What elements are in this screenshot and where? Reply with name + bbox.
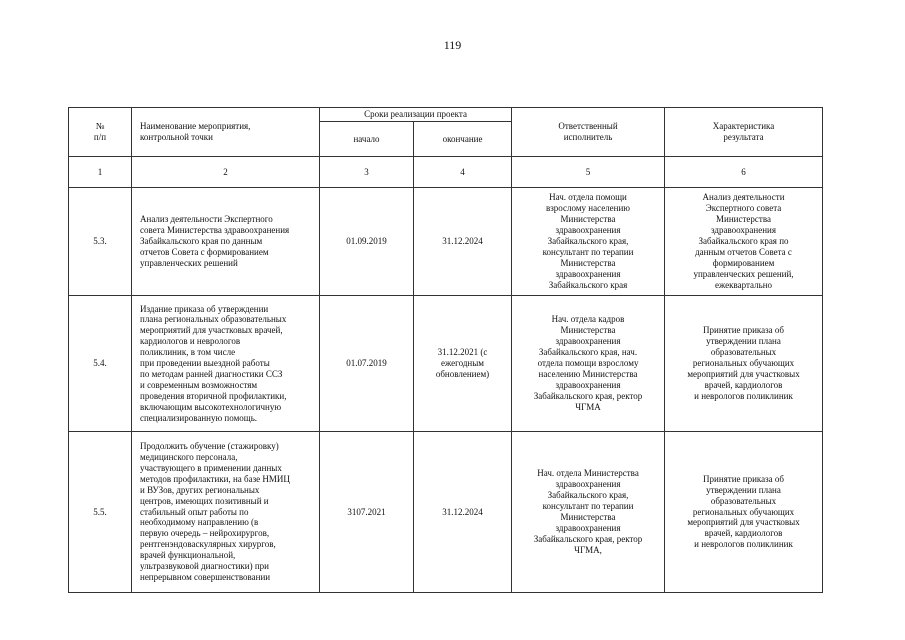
table-row: [69, 188, 823, 296]
column-number: 6: [665, 157, 823, 188]
plan-table: [68, 107, 823, 593]
row-number: 5.4.: [69, 296, 132, 432]
row-responsible: Нач. отдела Министерства здравоохранения Забайкальского края, консультант по терапии Министерства здравоохранения Забайкальского края, ректор ЧГМА,: [512, 432, 665, 593]
column-number: 2: [132, 157, 320, 188]
column-number: 3: [320, 157, 414, 188]
header-name: Наименование мероприятия, контрольной точки: [132, 108, 320, 157]
row-result: Принятие приказа об утверждении плана образовательных региональных обучающих мероприятий для участковых врачей, кардиологов и неврологов поликлиник: [665, 432, 823, 593]
header-end: окончание: [414, 122, 512, 157]
row-end: 31.12.2024: [414, 432, 512, 593]
column-numbers-row: [69, 157, 823, 188]
row-end: 31.12.2021 (с ежегодным обновлением): [414, 296, 512, 432]
header-dates: Сроки реализации проекта: [320, 108, 512, 122]
row-name: Анализ деятельности Экспертного совета Министерства здравоохранения Забайкальского края по данным отчетов Совета с формированием управленческих решений: [132, 188, 320, 296]
row-start: 3107.2021: [320, 432, 414, 593]
header-start: начало: [320, 122, 414, 157]
row-name: Продолжить обучение (стажировку) медицинского персонала, участвующего в применении данных методов профилактики, на базе НМИЦ и ВУЗов, других региональных центров, имеющих позитивный и стабильный опыт работы по необходимому направлению (в первую очередь – нейрохирургов, рентгенэндоваскулярных хирургов, врачей функциональной, ультразвуковой диагностики) при непрерывном совершенствовании: [132, 432, 320, 593]
row-responsible: Нач. отдела кадров Министерства здравоохранения Забайкальского края, нач. отдела помощи взрослому населению Министерства здравоохранения Забайкальского края, ректор ЧГМА: [512, 296, 665, 432]
column-number: 4: [414, 157, 512, 188]
row-responsible: Нач. отдела помощи взрослому населению Министерства здравоохранения Забайкальского края, консультант по терапии Министерства здравоохранения Забайкальского края: [512, 188, 665, 296]
row-name: Издание приказа об утверждении плана региональных образовательных мероприятий для участковых врачей, кардиологов и неврологов поликлиник, в том числе при проведении выездной работы по методам ранней диагностики ССЗ и современным возможностям проведения вторичной профилактики, включающим высокотехнологичную специализированную помощь.: [132, 296, 320, 432]
row-result: Анализ деятельности Экспертного совета Министерства здравоохранения Забайкальского края по данным отчетов Совета с формированием управленческих решений, ежеквартально: [665, 188, 823, 296]
column-number: 1: [69, 157, 132, 188]
page-number: 119: [443, 38, 462, 52]
row-number: 5.3.: [69, 188, 132, 296]
row-start: 01.09.2019: [320, 188, 414, 296]
table-row: [69, 296, 823, 432]
header-responsible: Ответственный исполнитель: [512, 108, 665, 157]
table-row: [69, 432, 823, 593]
table-header-row: [69, 108, 823, 122]
header-result: Характеристика результата: [665, 108, 823, 157]
column-number: 5: [512, 157, 665, 188]
row-number: 5.5.: [69, 432, 132, 593]
row-end: 31.12.2024: [414, 188, 512, 296]
row-start: 01.07.2019: [320, 296, 414, 432]
row-result: Принятие приказа об утверждении плана образовательных региональных обучающих мероприятий для участковых врачей, кардиологов и неврологов поликлиник: [665, 296, 823, 432]
header-number: № п/п: [69, 108, 132, 157]
